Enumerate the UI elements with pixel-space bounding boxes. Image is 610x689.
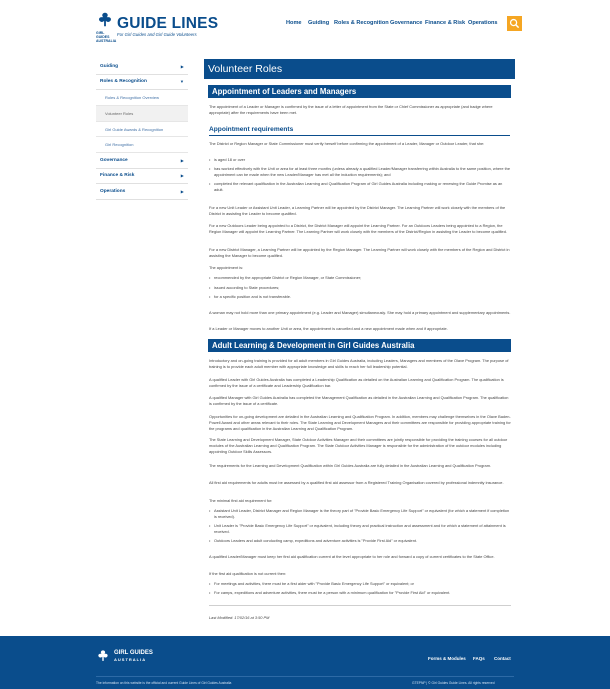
footer-logo-title: GIRL GUIDES xyxy=(114,650,153,656)
footer-logo-subtitle: AUSTRALIA xyxy=(114,657,147,662)
list-item: • Assistant Unit Leader, District Manager and Region Manager is the theory part of "Provide Basic Emergency Life Support" or equivalent (for which a statement if completion is received). xyxy=(209,508,511,520)
footer-link-contact[interactable]: Contact xyxy=(494,656,511,661)
list-item: • for a specific position and is not transferable. xyxy=(209,294,511,300)
sidebar-item-operations[interactable] xyxy=(96,184,188,200)
site-logo[interactable] xyxy=(96,11,226,43)
site-header xyxy=(0,0,610,48)
sidebar-subitem-girl-recognition[interactable] xyxy=(96,137,188,153)
paragraph: Opportunities for on-going development are detailed in the Australian Learning and Qualification Program. In addition, members may challenge themselves in the Olave Baden-Powell Award and other areas relevant to their roles. The State Learning and Development Managers and their committees are responsible for providing appropriate training for the programs and qualification in the Australian Learning and Qualification Program. xyxy=(209,414,511,431)
paragraph: All first aid requirements for adults must be assessed by a qualified first aid assessor from a Registered Training Organisation covered by professional indemnity insurance. xyxy=(209,480,504,485)
paragraph: Introductory and on-going training is provided for all adult members in Girl Guides Australia, including Leaders, Managers and members of the Olave Program. The purpose of training is to provide each adult member with appropriate knowledge and skills to reach her full leadership potential. xyxy=(209,358,509,369)
sidebar-item-guiding[interactable] xyxy=(96,59,188,75)
nav-roles-recognition[interactable]: Roles & Recognition xyxy=(334,20,389,26)
paragraph: The District or Region Manager or State Commissioner must verify herself before confirming the appointment of a Leader, Manager or Outdoor Leader, that she: xyxy=(209,141,485,146)
logo-tagline: For Girl Guides and Girl Guide Volunteers xyxy=(117,32,197,37)
sidebar-subitem-label: Roles & Recognition Overview xyxy=(105,95,160,100)
search-icon xyxy=(509,18,520,29)
list-item: • completed the relevant qualification in the Australian Learning and Qualification Program of Girl Guides Australia including making or renewing the Guide Promise as an adult. xyxy=(209,181,511,193)
subheading-appointment-requirements: Appointment requirements xyxy=(209,126,294,133)
divider xyxy=(209,605,511,606)
sidebar-subitem-label: Volunteer Roles xyxy=(105,110,134,116)
paragraph: For a new District Manager, a Learning Partner will be appointed by the Region Manager. The Learning Partner will work closely with the members of the Region and District in assisting the Manager to become qualified. xyxy=(209,247,510,258)
paragraph: If a Leader or Manager moves to another Unit or area, the appointment is cancelled and a new appointment made when and if appropriate. xyxy=(209,326,448,331)
paragraph: A woman may not hold more than one primary appointment (e.g. Leader and Manager) simultaneously. She may hold a primary appointment and supplementary appointments. xyxy=(209,310,511,315)
list-item: • Outdoors Leaders and adult conducting camp, expeditions and adventure activities is "Provide First Aid" or equivalent. xyxy=(209,538,511,544)
paragraph: If the first aid qualification is not current then: xyxy=(209,571,287,576)
site-footer xyxy=(0,636,610,689)
sidebar-subitem-label: Girl Recognition xyxy=(105,142,134,148)
chevron-right-icon: ▶ xyxy=(180,63,184,69)
chevron-right-icon: ▶ xyxy=(180,157,184,163)
paragraph: For a new Unit Leader or Assistant Unit Leader, a Learning Partner will be appointed by the District Manager. The Learning Partner will work closely with the members of the District in assisting the Leader to become qualified. xyxy=(209,205,506,216)
paragraph: The appointment is: xyxy=(209,265,244,270)
sidebar-item-governance[interactable] xyxy=(96,153,188,169)
paragraph: For a new Outdoors Leader being appointed to a District, the District Manager will appoint the Learning Partner. For an Outdoors Leaders being appointed to a Region, the Region Manager will appoint the Learning Partner. The Learning Partner will work closely with the members of the District/Region in assisting the Leader to become qualified. xyxy=(209,223,507,234)
list-item: • is aged 18 or over xyxy=(209,157,511,163)
sidebar-subitem-awards[interactable] xyxy=(96,122,188,138)
nav-operations[interactable]: Operations xyxy=(468,20,498,26)
sidebar-item-label: Operations xyxy=(100,188,126,194)
search-button[interactable] xyxy=(507,16,522,31)
chevron-right-icon: ▶ xyxy=(180,173,184,179)
section-title: Appointment of Leaders and Managers xyxy=(212,87,357,96)
logo-org-name: GIRL GUIDES AUSTRALIA xyxy=(96,31,117,43)
paragraph: The minimal first aid requirement for: xyxy=(209,498,273,503)
sidebar-item-roles-recognition[interactable] xyxy=(96,75,188,91)
footer-link-faqs[interactable]: FAQs xyxy=(473,656,485,661)
sidebar-item-label: Finance & Risk xyxy=(100,173,135,179)
list-item: • Unit Leader is "Provide Basic Emergency Life Support" or equivalent, including theory and practical instruction and assessment and for which a statement of attainment is received. xyxy=(209,523,511,535)
chevron-down-icon: ▼ xyxy=(179,79,184,84)
section-heading-adult-learning xyxy=(208,339,511,352)
nav-finance-risk[interactable]: Finance & Risk xyxy=(425,20,466,26)
sidebar-subitem-volunteer-roles[interactable] xyxy=(96,106,188,122)
sidebar-item-label: Guiding xyxy=(100,63,119,69)
page-title-bar xyxy=(204,59,515,79)
logo-title: GUIDE LINES xyxy=(117,15,219,32)
last-modified: Last Modified: 17/02/16 at 3:50 PM xyxy=(209,615,270,620)
footer-disclaimer: The information on this website is the official and current Guide Lines of Girl Guides Australia xyxy=(96,681,232,685)
nav-governance[interactable]: Governance xyxy=(390,20,423,26)
subheading-rule xyxy=(209,135,510,136)
trefoil-logo-icon xyxy=(96,11,114,29)
list-item: • recommended by the appropriate District or Region Manager, or State Commissioner; xyxy=(209,275,511,281)
section-title: Adult Learning & Development in Girl Guides Australia xyxy=(212,341,415,350)
footer-copyright: GTEPNP | © Girl Guides Guide Lines. All rights reserved xyxy=(412,681,495,685)
sidebar-subitem-label: Girl Guide Awards & Recognition xyxy=(105,126,164,132)
paragraph: A qualified Leader with Girl Guides Australia has completed a Leadership Qualification as detailed on the Australian Learning and Qualification Program. The qualification is confirmed by the issue of a certificate and Leadership Qualification bar. xyxy=(209,377,504,388)
paragraph: The State Learning and Development Manager, State Outdoor Activities Manager and their committees are jointly responsible for providing the training courses for all outdoor modules of the Australian Learning and Qualification Program. The State Outdoor Activities Manager is responsible for the administration of the outdoor modules including appointing Outdoor Skills Assessors. xyxy=(209,437,508,454)
sidebar-subitem-overview[interactable] xyxy=(96,90,188,106)
sidebar-item-finance-risk[interactable] xyxy=(96,169,188,185)
nav-guiding[interactable]: Guiding xyxy=(308,20,330,26)
section-heading-appointment xyxy=(208,85,511,98)
nav-home[interactable]: Home xyxy=(286,20,302,26)
paragraph: A qualified Leader/Manager must keep her first aid qualification current at the level appropriate to her role and forward a copy of current certificates to the State Office. xyxy=(209,554,495,559)
sidebar-item-label: Roles & Recognition xyxy=(100,79,147,84)
list-item: • has worked effectively with the Unit or area for at least three months (unless already a qualified Leader/Manager transferring within Australia to the same position, where the appointment can be made when the new Leader/Manager has met all the induction requirements); and xyxy=(209,166,511,178)
chevron-right-icon: ▶ xyxy=(180,188,184,194)
sidebar-item-label: Governance xyxy=(100,157,128,163)
trefoil-logo-icon xyxy=(96,649,110,663)
paragraph: A qualified Manager with Girl Guides Australia has completed the Management Qualification as detailed in the Australian Learning and Qualification Program. The qualification is confirmed by the issue of a certificate. xyxy=(209,395,509,406)
footer-link-forms-modules[interactable]: Forms & Modules xyxy=(428,656,466,661)
paragraph: The requirements for the Learning and Development Qualification within Girl Guides Australia are fully detailed in the Australian Learning and Qualification Program. xyxy=(209,463,492,468)
list-item: • For camps, expeditions and adventure activities, there must be a person with a minimum qualification for "Provide First Aid" or equivalent. xyxy=(209,590,511,596)
paragraph: The appointment of a Leader or Manager is confirmed by the issue of a letter of appointment from the State or Chief Commissioner as appropriate (and badge where appropriate) after the requirements have been met. xyxy=(209,104,493,115)
list-item: • issued according to State procedures; xyxy=(209,285,511,291)
list-item: • For meetings and activities, there must be a first aider with "Provide Basic Emergency Life Support" or equivalent; or xyxy=(209,581,511,587)
page-title: Volunteer Roles xyxy=(208,63,283,75)
footer-divider xyxy=(96,676,514,677)
sidebar-nav xyxy=(96,59,188,200)
